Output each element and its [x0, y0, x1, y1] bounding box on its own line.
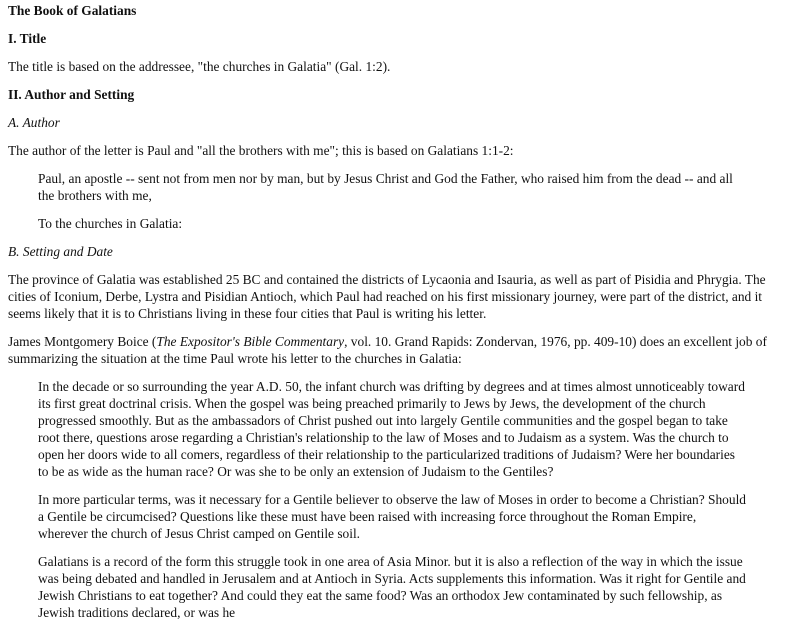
author-paragraph: The author of the letter is Paul and "all the brothers with me"; this is based on Galatians 1:1-2:: [8, 143, 514, 158]
boice-quote: [38, 378, 748, 621]
galatians-quote: [38, 170, 748, 232]
quote-paragraph: In the decade or so surrounding the year A.D. 50, the infant church was drifting by degrees and at times almost unnoticeably toward its first great doctrinal crisis. When the gospel was being preached primarily to Jews by Jews, the development of the church progressed smoothly. But as the ambassadors of Christ pushed out into largely Gentile communities and the gospel began to take root there, questions arose regarding a Christian's relationship to the law of Moses and to Judaism as a system. Was the church to open her doors wide to all comers, regardless of their relationship to the particularized traditions of Judaism? Were her boundaries to be as wide as the human race? Or was she to be only an extension of Judaism to the Gentiles?: [38, 379, 745, 479]
quote-paragraph: To the churches in Galatia:: [38, 216, 183, 231]
quote-paragraph: In more particular terms, was it necessary for a Gentile believer to observe the law of Moses in order to become a Christian? Should a Gentile be circumcised? Questions like these must have been raised with increasing force throughout the Roman Empire, wherever the church of Jesus Christ camped on Gentile soil.: [38, 492, 746, 541]
subheading-setting-date: B. Setting and Date: [8, 244, 113, 259]
section-heading-author-setting: II. Author and Setting: [8, 87, 135, 102]
citation-text: James Montgomery Boice (: [8, 334, 157, 349]
setting-paragraph: The province of Galatia was established 25 BC and contained the districts of Lycaonia and Isauria, as well as part of Pisidia and Phrygia. The cities of Iconium, Derbe, Lystra and Pisidian Antioch, which Paul had reached on his first missionary journey, were part of the district, and it seems likely that it is to Christians living in these four cities that Paul is writing his letter.: [8, 272, 766, 321]
citation-paragraph: [8, 333, 792, 367]
citation-book-title: The Expositor's Bible Commentary: [156, 334, 345, 349]
citation-text: , vol. 10. Grand Rapids: Zondervan, 1976, pp. 409-10) does an excellent job of summarizing the situation at the time Paul wrote his letter to the churches in Galatia:: [8, 334, 767, 366]
subheading-author: A. Author: [8, 115, 60, 130]
section-heading-title: I. Title: [8, 31, 47, 46]
title-paragraph: The title is based on the addressee, "the churches in Galatia" (Gal. 1:2).: [8, 59, 391, 74]
document-title: The Book of Galatians: [8, 3, 137, 18]
quote-paragraph: Paul, an apostle -- sent not from men nor by man, but by Jesus Christ and God the Father, who raised him from the dead -- and all the brothers with me,: [38, 171, 733, 203]
quote-paragraph: Galatians is a record of the form this struggle took in one area of Asia Minor. but it is also a reflection of the way in which the issue was being debated and handled in Jerusalem and at Antioch in Syria. Acts supplements this information. Was it right for Gentile and Jewish Christians to eat together? And could they eat the same food? Was an orthodox Jew contaminated by such fellowship, as Jewish traditions declared, or was he: [38, 554, 746, 620]
